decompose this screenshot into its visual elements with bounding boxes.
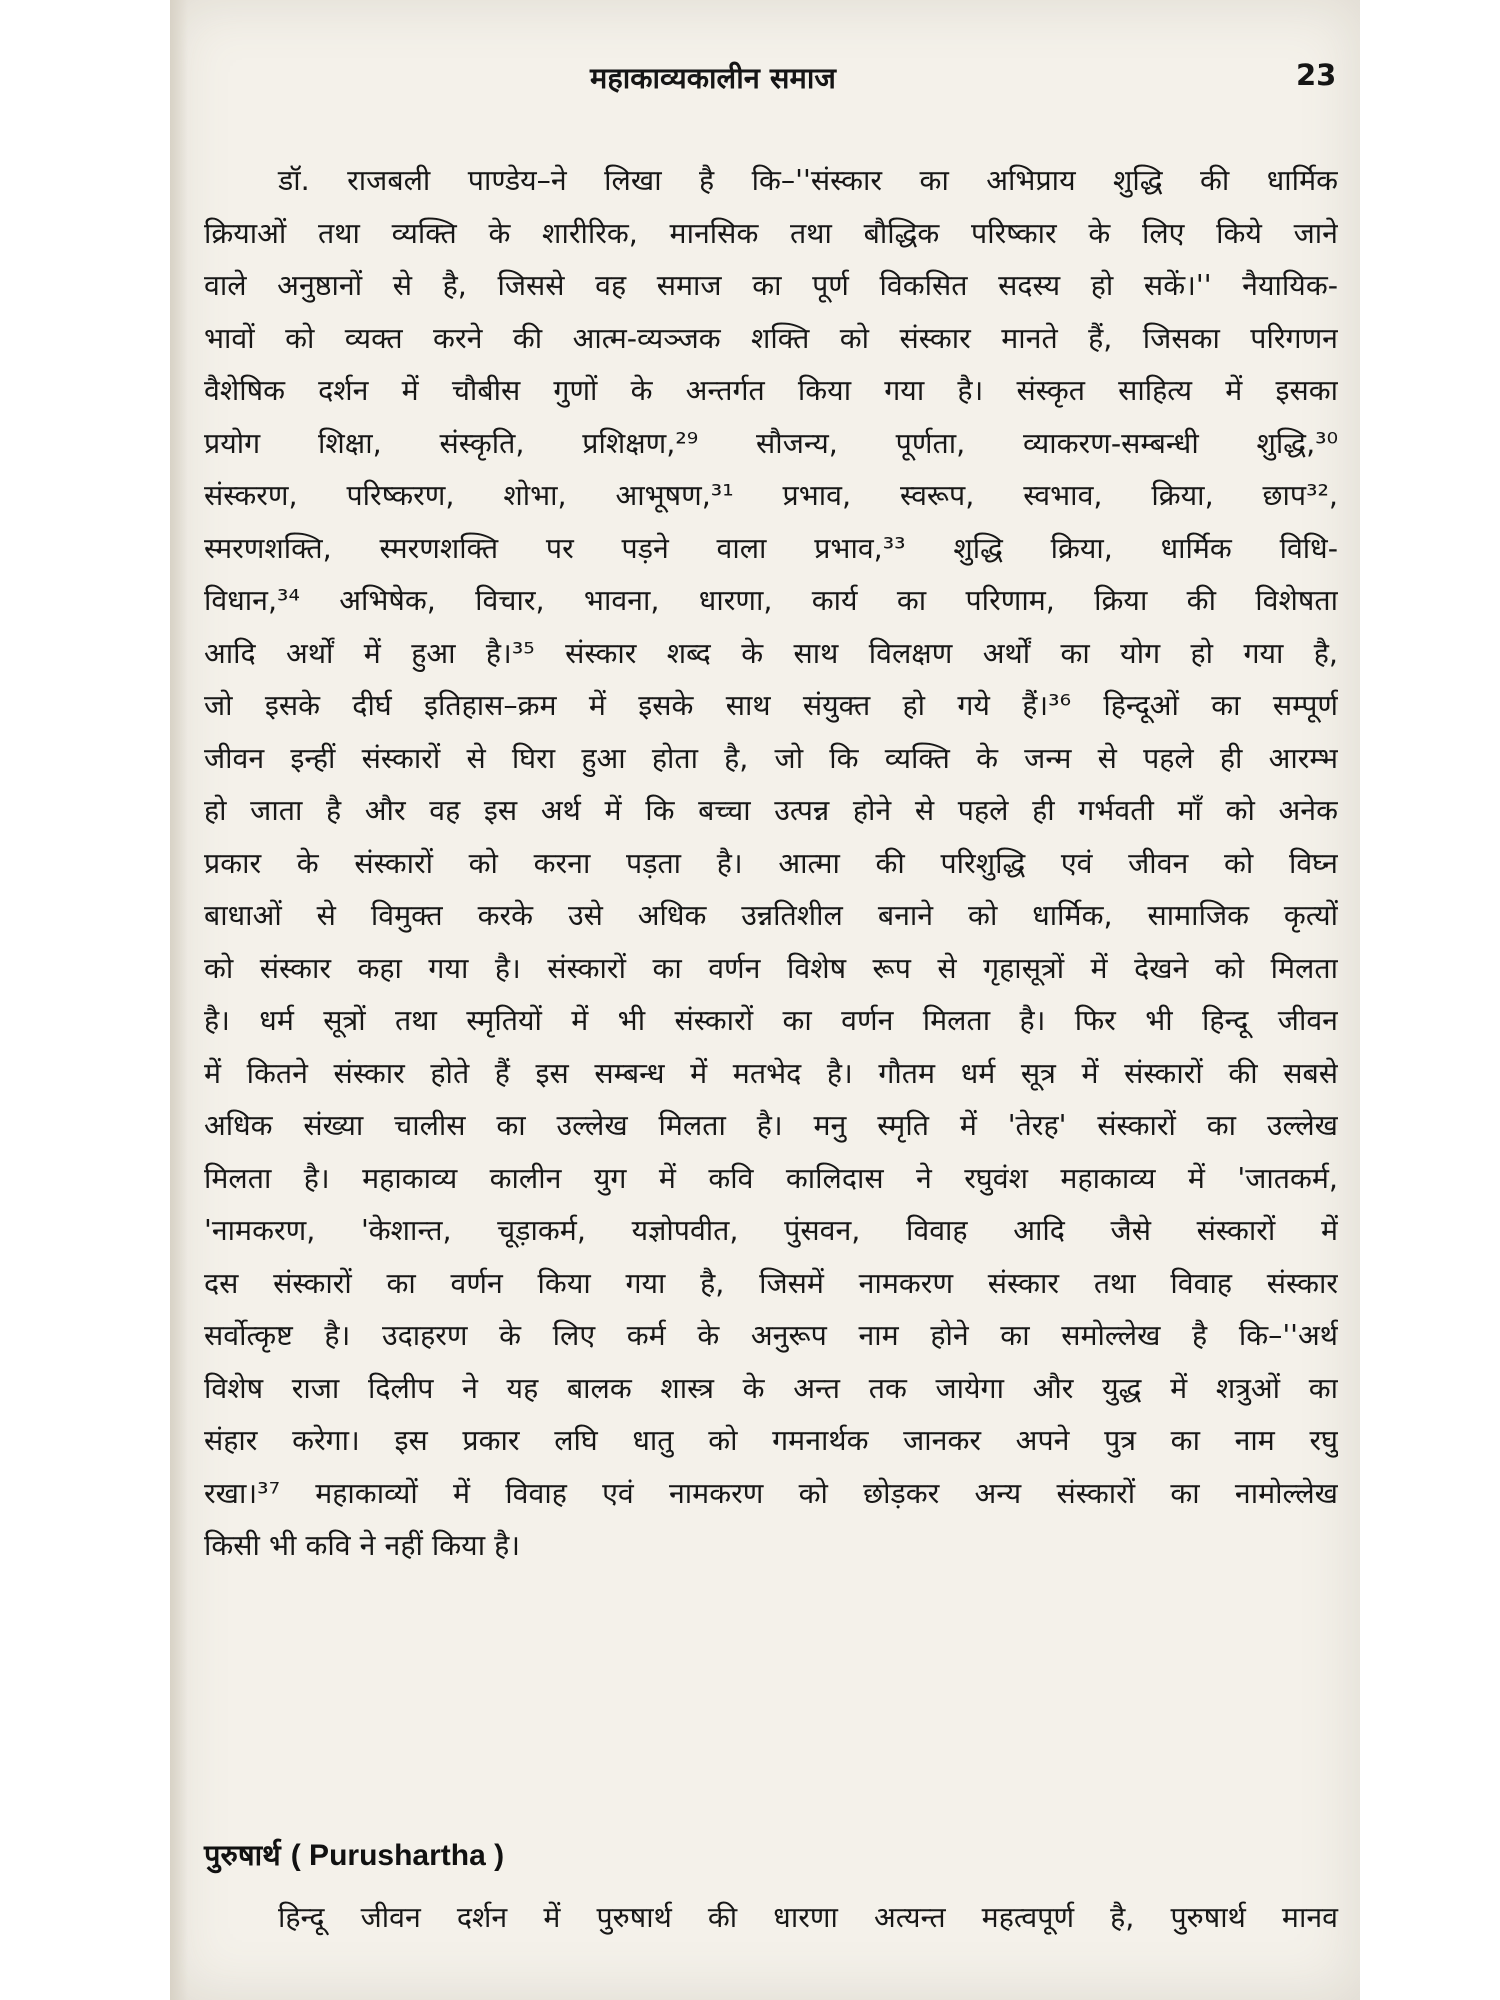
- page-number: 23: [1296, 58, 1337, 92]
- page-gutter-shadow: [170, 0, 188, 2000]
- section-heading: [204, 1835, 504, 1874]
- section-first-line: हिन्दू जीवन दर्शन में पुरुषार्थ की धारणा अत्यन्त महत्वपूर्ण है, पुरुषार्थ मानव: [278, 1901, 1338, 1934]
- text-line: विशेष राजा दिलीप ने यह बालक शास्त्र के अन्त तक जायेगा और युद्ध में शत्रुओं का: [204, 1371, 1338, 1405]
- text-line: अधिक संख्या चालीस का उल्लेख मिलता है। मनु स्मृति में 'तेरह' संस्कारों का उल्लेख: [204, 1109, 1338, 1142]
- body-text: [204, 155, 1338, 1573]
- text-line: क्रियाओं तथा व्यक्ति के शारीरिक, मानसिक तथा बौद्धिक परिष्कार के लिए किये जाने: [204, 216, 1338, 250]
- text-line: जीवन इन्हीं संस्कारों से घिरा हुआ होता है, जो कि व्यक्ति के जन्म से पहले ही आरम्भ: [204, 741, 1338, 775]
- text-line: रखा।³⁷ महाकाव्यों में विवाह एवं नामकरण को छोड़कर अन्य संस्कारों का नामोल्लेख: [204, 1476, 1338, 1510]
- text-line: किसी भी कवि ने नहीं किया है।: [204, 1529, 521, 1562]
- text-line: संहार करेगा। इस प्रकार लघि धातु को गमनार्थक जानकर अपने पुत्र का नाम रघु: [204, 1424, 1338, 1457]
- text-line: 'नामकरण, 'केशान्त, चूड़ाकर्म, यज्ञोपवीत, पुंसवन, विवाह आदि जैसे संस्कारों में: [204, 1214, 1338, 1247]
- text-line: स्मरणशक्ति, स्मरणशक्ति पर पड़ने वाला प्रभाव,³³ शुद्धि क्रिया, धार्मिक विधि-: [204, 531, 1338, 565]
- text-line: हो जाता है और वह इस अर्थ में कि बच्चा उत्पन्न होने से पहले ही गर्भवती माँ को अनेक: [204, 794, 1338, 827]
- text-line: बाधाओं से विमुक्त करके उसे अधिक उन्नतिशील बनाने को धार्मिक, सामाजिक कृत्यों: [204, 899, 1338, 932]
- text-line: जो इसके दीर्घ इतिहास–क्रम में इसके साथ संयुक्त हो गये हैं।³⁶ हिन्दूओं का सम्पूर्ण: [204, 689, 1338, 722]
- text-line: विधान,³⁴ अभिषेक, विचार, भावना, धारणा, कार्य का परिणाम, क्रिया की विशेषता: [204, 584, 1338, 617]
- text-line: डॉ. राजबली पाण्डेय–ने लिखा है कि–''संस्कार का अभिप्राय शुद्धि की धार्मिक: [278, 164, 1338, 197]
- text-line: प्रयोग शिक्षा, संस्कृति, प्रशिक्षण,²⁹ सौजन्य, पूर्णता, व्याकरण-सम्बन्धी शुद्धि,³⁰: [204, 426, 1338, 460]
- text-line: प्रकार के संस्कारों को करना पड़ता है। आत्मा की परिशुद्धि एवं जीवन को विघ्न: [204, 846, 1338, 880]
- text-line: में कितने संस्कार होते हैं इस सम्बन्ध में मतभेद है। गौतम धर्म सूत्र में संस्कारों की सबसे: [204, 1056, 1338, 1090]
- section-heading-hindi: पुरुषार्थ: [204, 1838, 281, 1872]
- text-line: है। धर्म सूत्रों तथा स्मृतियों में भी संस्कारों का वर्णन मिलता है। फिर भी हिन्दू जीवन: [204, 1004, 1338, 1037]
- section-heading-english: ( Purushartha ): [290, 1839, 505, 1872]
- text-line: को संस्कार कहा गया है। संस्कारों का वर्णन विशेष रूप से गृहासूत्रों में देखने को मिलता: [204, 951, 1338, 985]
- text-line: संस्करण, परिष्करण, शोभा, आभूषण,³¹ प्रभाव, स्वरूप, स्वभाव, क्रिया, छाप³²,: [204, 479, 1338, 512]
- text-line: भावों को व्यक्त करने की आत्म-व्यञ्जक शक्ति को संस्कार मानते हैं, जिसका परिगणन: [204, 321, 1338, 355]
- text-line: दस संस्कारों का वर्णन किया गया है, जिसमें नामकरण संस्कार तथा विवाह संस्कार: [204, 1266, 1338, 1300]
- text-line: वाले अनुष्ठानों से है, जिससे वह समाज का पूर्ण विकसित सदस्य हो सकें।'' नैयायिक-: [204, 269, 1338, 302]
- text-line: वैशेषिक दर्शन में चौबीस गुणों के अन्तर्गत किया गया है। संस्कृत साहित्य में इसका: [204, 374, 1338, 407]
- text-line: आदि अर्थों में हुआ है।³⁵ संस्कार शब्द के साथ विलक्षण अर्थों का योग हो गया है,: [204, 636, 1338, 670]
- running-head: महाकाव्यकालीन समाज: [590, 61, 836, 95]
- text-line: सर्वोत्कृष्ट है। उदाहरण के लिए कर्म के अनुरूप नाम होने का समोल्लेख है कि–''अर्थ: [204, 1319, 1338, 1352]
- text-line: मिलता है। महाकाव्य कालीन युग में कवि कालिदास ने रघुवंश महाकाव्य में 'जातकर्म,: [204, 1161, 1338, 1195]
